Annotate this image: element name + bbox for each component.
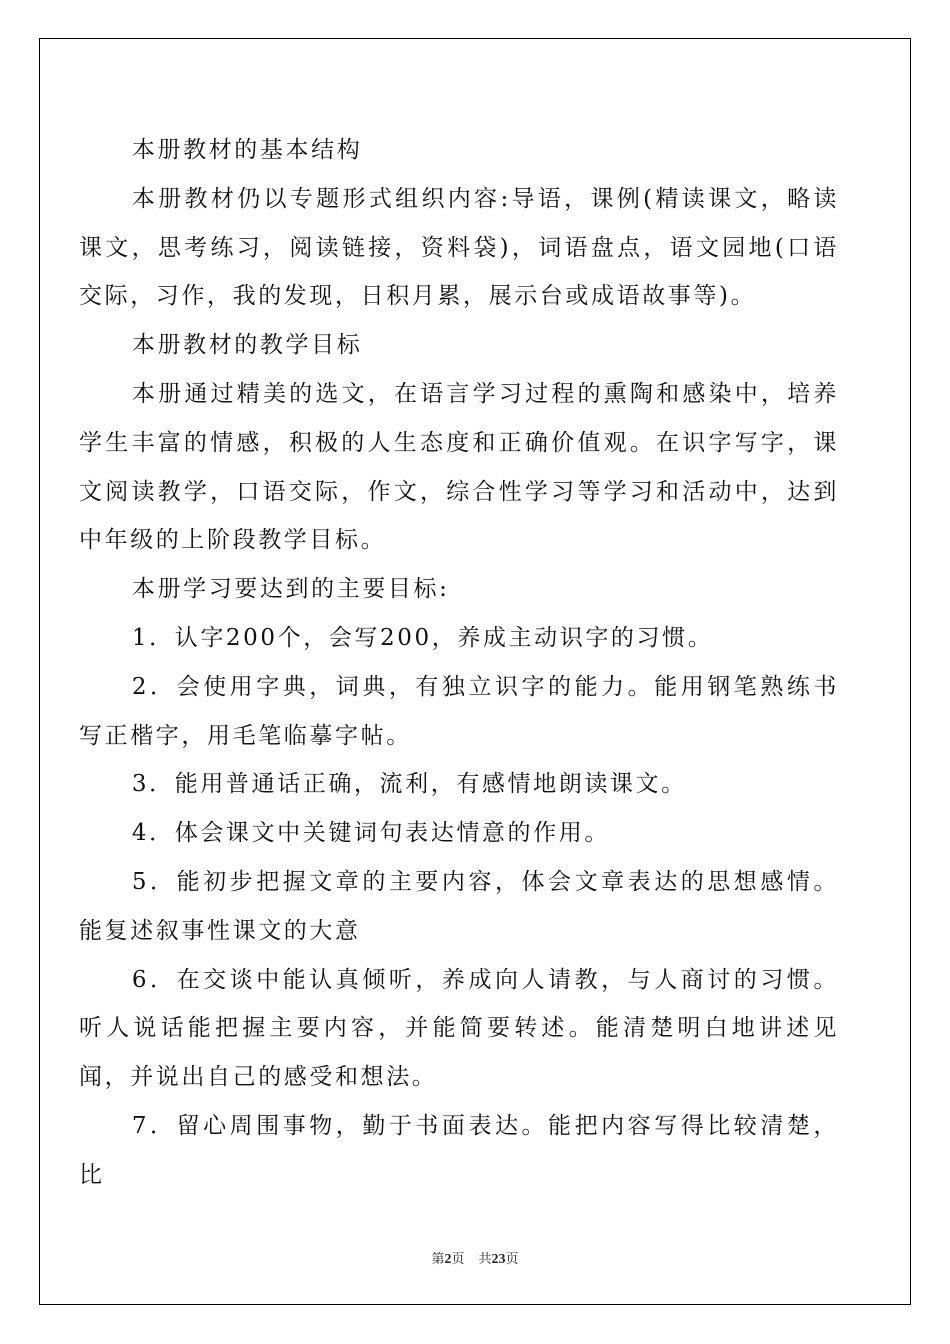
heading-structure: 本册教材的基本结构 bbox=[131, 137, 363, 163]
list-item-6: 6．在交谈中能认真倾听，养成向人请教，与人商讨的习惯。听人说话能把握主要内容，并能简要转述。能清楚明白地讲述见闻，并说出自己的感受和想法。 bbox=[79, 966, 839, 1091]
document-body bbox=[79, 126, 839, 1200]
paragraph-main-goals-intro: 本册学习要达到的主要目标: bbox=[131, 576, 450, 603]
page-unit: 页 bbox=[451, 1252, 465, 1267]
total-prefix: 共 bbox=[478, 1252, 492, 1267]
list-item-2: 2．会使用字典，词典，有独立识字的能力。能用钢笔熟练书写正楷字，用毛笔临摹字帖。 bbox=[79, 673, 839, 749]
paragraph-structure: 本册教材仍以专题形式组织内容:导语，课例(精读课文，略读课文，思考练习，阅读链接，资料袋)，词语盘点，语文园地(口语交际，习作，我的发现，日积月累，展示台或成语故事等)。 bbox=[79, 185, 839, 310]
list-item-1: 1．认字200个，会写200，养成主动识字的习惯。 bbox=[131, 624, 714, 651]
total-pages: 23 bbox=[491, 1252, 506, 1267]
total-unit: 页 bbox=[505, 1252, 519, 1267]
list-item-5: 5．能初步把握文章的主要内容，体会文章表达的思想感情。能复述叙事性课文的大意 bbox=[79, 868, 839, 944]
list-item-4: 4．体会课文中关键词句表达情意的作用。 bbox=[131, 820, 610, 847]
page-prefix: 第 bbox=[431, 1252, 445, 1267]
list-item-7: 7．留心周围事物，勤于书面表达。能把内容写得比较清楚，比 bbox=[79, 1112, 839, 1188]
paragraph-goals: 本册通过精美的选文，在语言学习过程的熏陶和感染中，培养学生丰富的情感，积极的人生态度和正确价值观。在识字写字，课文阅读教学，口语交际，作文，综合性学习等学习和活动中，达到中年级的上阶段教学目标。 bbox=[79, 380, 839, 554]
page-number: 2 bbox=[444, 1252, 452, 1267]
page-footer bbox=[0, 1248, 950, 1268]
heading-goals: 本册教材的教学目标 bbox=[131, 332, 363, 359]
list-item-3: 3．能用普通话正确，流利，有感情地朗读课文。 bbox=[131, 771, 687, 798]
